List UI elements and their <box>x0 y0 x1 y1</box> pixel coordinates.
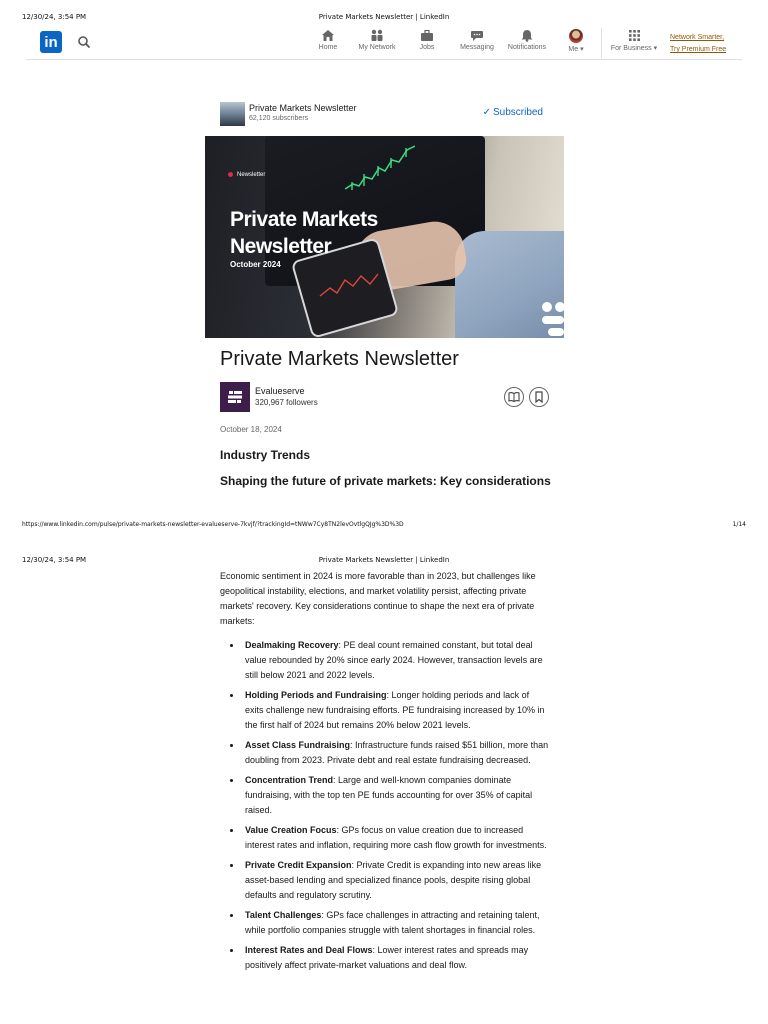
list-item-term: Private Credit Expansion <box>245 860 352 870</box>
nav-divider <box>601 28 602 58</box>
nav-jobs-label: Jobs <box>419 44 435 51</box>
newsletter-thumbnail[interactable] <box>220 102 245 126</box>
print-timestamp: 12/30/24, 3:54 PM <box>22 13 87 21</box>
brand-pattern-graphic <box>542 302 564 336</box>
nav-me-wrap <box>552 45 600 53</box>
rising-chart-graphic <box>345 144 415 194</box>
nav-my-network[interactable] <box>353 29 401 51</box>
hero-title-line-1: Private Markets <box>230 208 378 231</box>
subscribed-label: Subscribed <box>492 107 543 118</box>
list-item <box>220 858 550 903</box>
nav-for-business-wrap <box>610 44 658 52</box>
chevron-down-icon: ▾ <box>653 45 658 52</box>
list-item-text: : Lower interest rates and spreads may positively affect private-market valuations and deal flow. <box>245 945 529 970</box>
list-item-term: Talent Challenges <box>245 910 322 920</box>
evalueserve-logo-icon <box>220 382 250 412</box>
print-page-title: Private Markets Newsletter | LinkedIn <box>318 13 450 21</box>
print-url: https://www.linkedin.com/pulse/private-markets-newsletter-evalueserve-7kvjf/?trackingId=tNWw7Cy8TN2levOvtlgQJg%3D%3D <box>22 521 404 528</box>
article-subheading: Shaping the future of private markets: Key considerations <box>220 474 551 488</box>
avatar <box>569 29 583 43</box>
list-item-term: Holding Periods and Fundraising <box>245 690 387 700</box>
premium-line-2: Try Premium Free <box>670 46 727 53</box>
newsletter-tag: Newsletter <box>228 172 265 178</box>
list-item-text: : Infrastructure funds raised $51 billion, more than doubling from 2023. Private debt and real estate fundraising decreased. <box>245 740 549 765</box>
premium-upsell-link[interactable] <box>670 32 726 56</box>
chevron-down-icon: ▾ <box>580 46 584 53</box>
read-mode-button[interactable] <box>504 387 524 407</box>
list-item-term: Dealmaking Recovery <box>245 640 339 650</box>
print-timestamp: 12/30/24, 3:54 PM <box>22 556 87 564</box>
nav-notifications[interactable] <box>503 29 551 51</box>
list-item <box>220 908 550 938</box>
nav-home-label: Home <box>318 44 338 51</box>
list-item-text: : PE deal count remained constant, but total deal value rebounded by 20% since early 2024. However, transaction levels are still below 2021 and 2022 levels. <box>245 640 543 680</box>
list-item-text: : Private Credit is expanding into new areas like asset-based lending and specialized finance pools, despite rising global defaults and regulatory scrutiny. <box>245 860 542 900</box>
article-title: Private Markets Newsletter <box>220 348 459 370</box>
briefcase-icon <box>420 29 434 42</box>
list-item <box>220 943 550 973</box>
list-item-text: : GPs focus on value creation due to increased interest rates and inflation, requiring more cash flow growth for investments. <box>245 825 547 850</box>
key-considerations-list <box>220 638 550 978</box>
subscribed-button[interactable] <box>483 107 543 118</box>
checkmark-icon: ✓ <box>482 107 491 118</box>
nav-me[interactable] <box>552 29 600 53</box>
list-item-text: : Longer holding periods and lack of exits challenge new fundraising efforts. PE fundraising increased by 10% in the first half of 2024 but remains 20% below 2021 levels. <box>245 690 545 730</box>
list-item-term: Concentration Trend <box>245 775 334 785</box>
author-logo[interactable] <box>220 382 250 412</box>
nav-notifications-label: Notifications <box>507 44 547 51</box>
article-intro: Economic sentiment in 2024 is more favorable than in 2023, but challenges like geopolitical instability, elections, and market volatility persist, affecting private markets' recovery. Key considerations continue to shape the next era of private markets: <box>220 571 536 626</box>
nav-me-label: Me <box>568 46 579 53</box>
list-item <box>220 638 550 683</box>
home-icon <box>321 29 335 42</box>
search-icon[interactable] <box>77 35 91 49</box>
publish-date: October 18, 2024 <box>220 425 282 434</box>
premium-line-1: Network Smarter, <box>670 34 725 41</box>
hero-month: October 2024 <box>230 260 281 269</box>
phone-chart-graphic <box>315 266 385 306</box>
list-item <box>220 738 550 768</box>
hero-image <box>205 136 564 338</box>
hero-title <box>230 206 378 260</box>
global-nav <box>26 26 742 60</box>
nav-my-network-label: My Network <box>358 44 396 51</box>
linkedin-logo[interactable]: in <box>40 31 62 53</box>
list-item-text: : Large and well-known companies dominate fundraising, with the top ten PE funds accounting for over 35% of capital raised. <box>245 775 533 815</box>
list-item-term: Value Creation Focus <box>245 825 337 835</box>
section-heading: Industry Trends <box>220 448 311 462</box>
newsletter-header <box>220 100 550 128</box>
bookmark-icon <box>530 388 548 406</box>
nav-messaging-label: Messaging <box>460 44 494 51</box>
nav-home[interactable] <box>304 29 352 51</box>
list-item-text: : GPs face challenges in attracting and retaining talent, while portfolio companies struggle with talent shortages in financial roles. <box>245 910 540 935</box>
nav-jobs[interactable] <box>403 29 451 51</box>
nav-for-business[interactable] <box>610 29 658 52</box>
chat-icon <box>470 29 484 42</box>
list-item <box>220 773 550 818</box>
hero-title-line-2: Newsletter <box>230 235 332 258</box>
list-item-term: Asset Class Fundraising <box>245 740 351 750</box>
author-followers: 320,967 followers <box>255 398 318 407</box>
list-item <box>220 688 550 733</box>
nav-for-business-label: For Business <box>610 45 652 52</box>
newsletter-name[interactable]: Private Markets Newsletter <box>249 103 357 113</box>
list-item-term: Interest Rates and Deal Flows <box>245 945 373 955</box>
grid-icon <box>628 29 641 42</box>
author-block <box>220 382 550 412</box>
people-icon <box>370 29 384 42</box>
author-name[interactable]: Evalueserve <box>255 386 305 396</box>
save-article-button[interactable] <box>529 387 549 407</box>
print-page-title: Private Markets Newsletter | LinkedIn <box>318 556 450 564</box>
nav-messaging[interactable] <box>453 29 501 51</box>
print-page-number: 1/14 <box>732 521 746 528</box>
list-item <box>220 823 550 853</box>
newsletter-subscribers: 62,120 subscribers <box>249 115 309 122</box>
book-icon <box>505 388 523 406</box>
bell-icon <box>520 29 534 42</box>
